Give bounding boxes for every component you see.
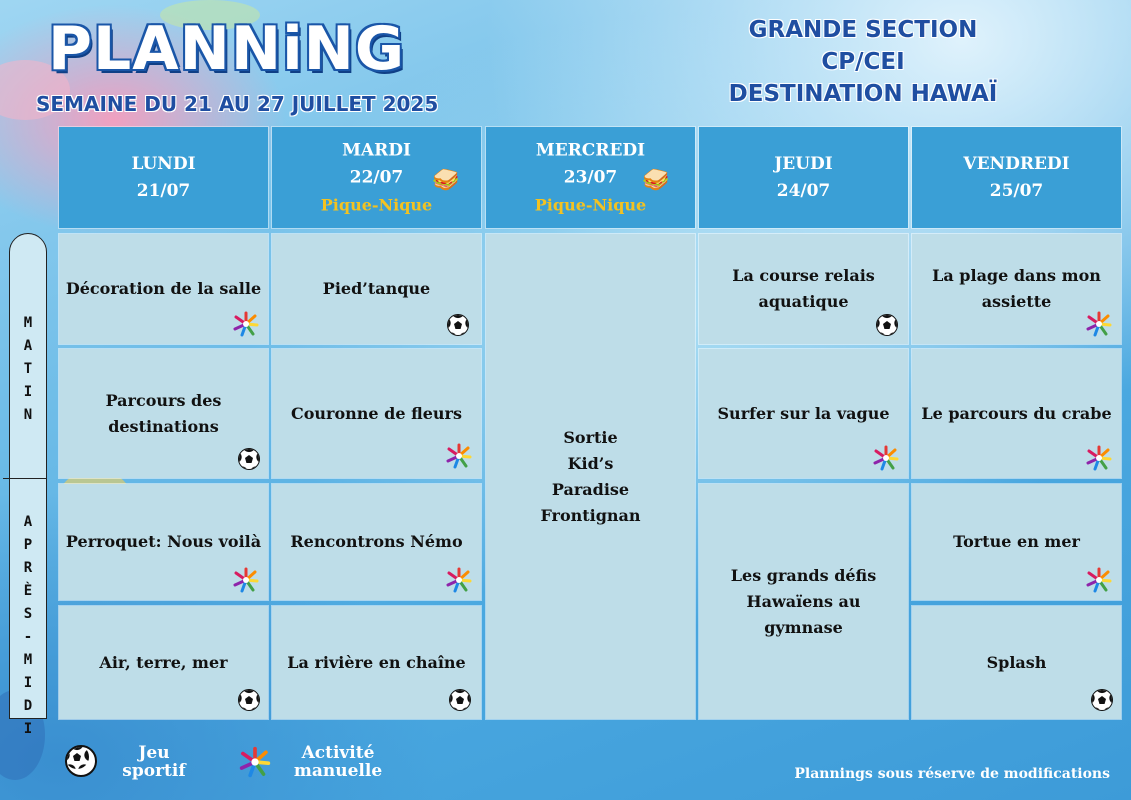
legend-sport-label: Jeu sportif [122, 743, 186, 781]
colorful-hands-icon [1085, 444, 1113, 472]
activity-label: Le parcours du crabe [921, 403, 1112, 423]
colorful-hands-icon [445, 442, 473, 470]
soccer-ball-icon [449, 689, 471, 711]
day-date: 25/07 [989, 180, 1044, 201]
soccer-ball-icon [876, 314, 898, 336]
activity-label: Surfer sur la vague [717, 403, 890, 423]
day-name: MERCREDI [535, 140, 646, 160]
activity-label: Pied’tanque [322, 279, 431, 298]
activity-label: Sortie Kid’s Paradise Frontignan [540, 427, 641, 525]
day-header-mardi [272, 127, 481, 228]
day-date: 21/07 [136, 180, 191, 201]
day-header-lundi [59, 127, 268, 228]
activity-label: La course relais aquatique [732, 266, 875, 311]
soccer-ball-icon [238, 689, 260, 711]
sandwich-icon: 🥪 [432, 167, 460, 193]
colorful-hands-icon [238, 745, 272, 779]
activity-label: Rencontrons Némo [290, 532, 463, 551]
activity-cell [272, 234, 481, 344]
day-header-mercredi [486, 127, 695, 228]
day-header-vendredi [912, 127, 1121, 228]
day-header-jeudi [699, 127, 908, 228]
colorful-hands-icon [1085, 310, 1113, 338]
activity-cell-outing [486, 234, 695, 719]
day-name: MARDI [342, 140, 411, 160]
activity-cell [59, 484, 268, 600]
activity-label: La rivière en chaîne [287, 652, 466, 672]
soccer-ball-icon [447, 314, 469, 336]
colorful-hands-icon [445, 566, 473, 594]
picnic-label: Pique-Nique [320, 195, 433, 214]
activity-cell [699, 484, 908, 719]
colorful-hands-icon [232, 310, 260, 338]
morning-label: M A T I N [23, 315, 33, 423]
activity-cell [59, 349, 268, 478]
activity-cell [912, 234, 1121, 344]
activity-label: La plage dans mon assiette [932, 266, 1101, 311]
soccer-ball-icon [1091, 689, 1113, 711]
activity-label: Tortue en mer [953, 532, 1080, 551]
day-name: JEUDI [774, 153, 833, 174]
colorful-hands-icon [872, 444, 900, 472]
period-divider [3, 478, 47, 479]
day-name: VENDREDI [963, 153, 1070, 174]
activity-cell [272, 484, 481, 600]
activity-cell [59, 234, 268, 344]
afternoon-label: A P R È S - M I D I [23, 514, 33, 737]
activity-cell [699, 349, 908, 478]
soccer-ball-icon [238, 448, 260, 470]
group-line: DESTINATION HAWAÏ [728, 81, 998, 107]
activity-label: Parcours des destinations [105, 390, 222, 436]
activity-cell [912, 606, 1121, 719]
activity-cell [272, 349, 481, 478]
day-date: 23/07 [563, 167, 618, 187]
picnic-label: Pique-Nique [534, 195, 647, 214]
activity-label: Décoration de la salle [65, 279, 262, 298]
activity-label: Les grands défis Hawaïens au gymnase [730, 565, 877, 637]
activity-label: Air, terre, mer [99, 652, 228, 672]
legend-manual-label: Activité manuelle [293, 743, 383, 781]
day-name: LUNDI [131, 153, 196, 174]
activity-cell [912, 484, 1121, 600]
period-sidebar [9, 233, 47, 737]
activity-label: Couronne de fleurs [291, 403, 462, 423]
group-line: CP/CEI [821, 49, 905, 75]
page-title: PLANNiNG [48, 14, 406, 84]
colorful-hands-icon [1085, 566, 1113, 594]
activity-label: Perroquet: Nous voilà [65, 532, 262, 551]
activity-cell [59, 606, 268, 719]
activity-label: Splash [986, 652, 1047, 672]
day-date: 22/07 [349, 167, 404, 187]
week-subtitle: SEMAINE DU 21 AU 27 JUILLET 2025 [36, 92, 439, 116]
soccer-ball-icon [65, 745, 97, 777]
sandwich-icon: 🥪 [642, 167, 670, 193]
activity-cell [272, 606, 481, 719]
group-title [713, 14, 1013, 110]
group-line: GRANDE SECTION [748, 17, 978, 43]
activity-cell [699, 234, 908, 344]
day-date: 24/07 [776, 180, 831, 201]
footer-note: Plannings sous réserve de modifications [794, 766, 1110, 782]
activity-cell [912, 349, 1121, 478]
colorful-hands-icon [232, 566, 260, 594]
